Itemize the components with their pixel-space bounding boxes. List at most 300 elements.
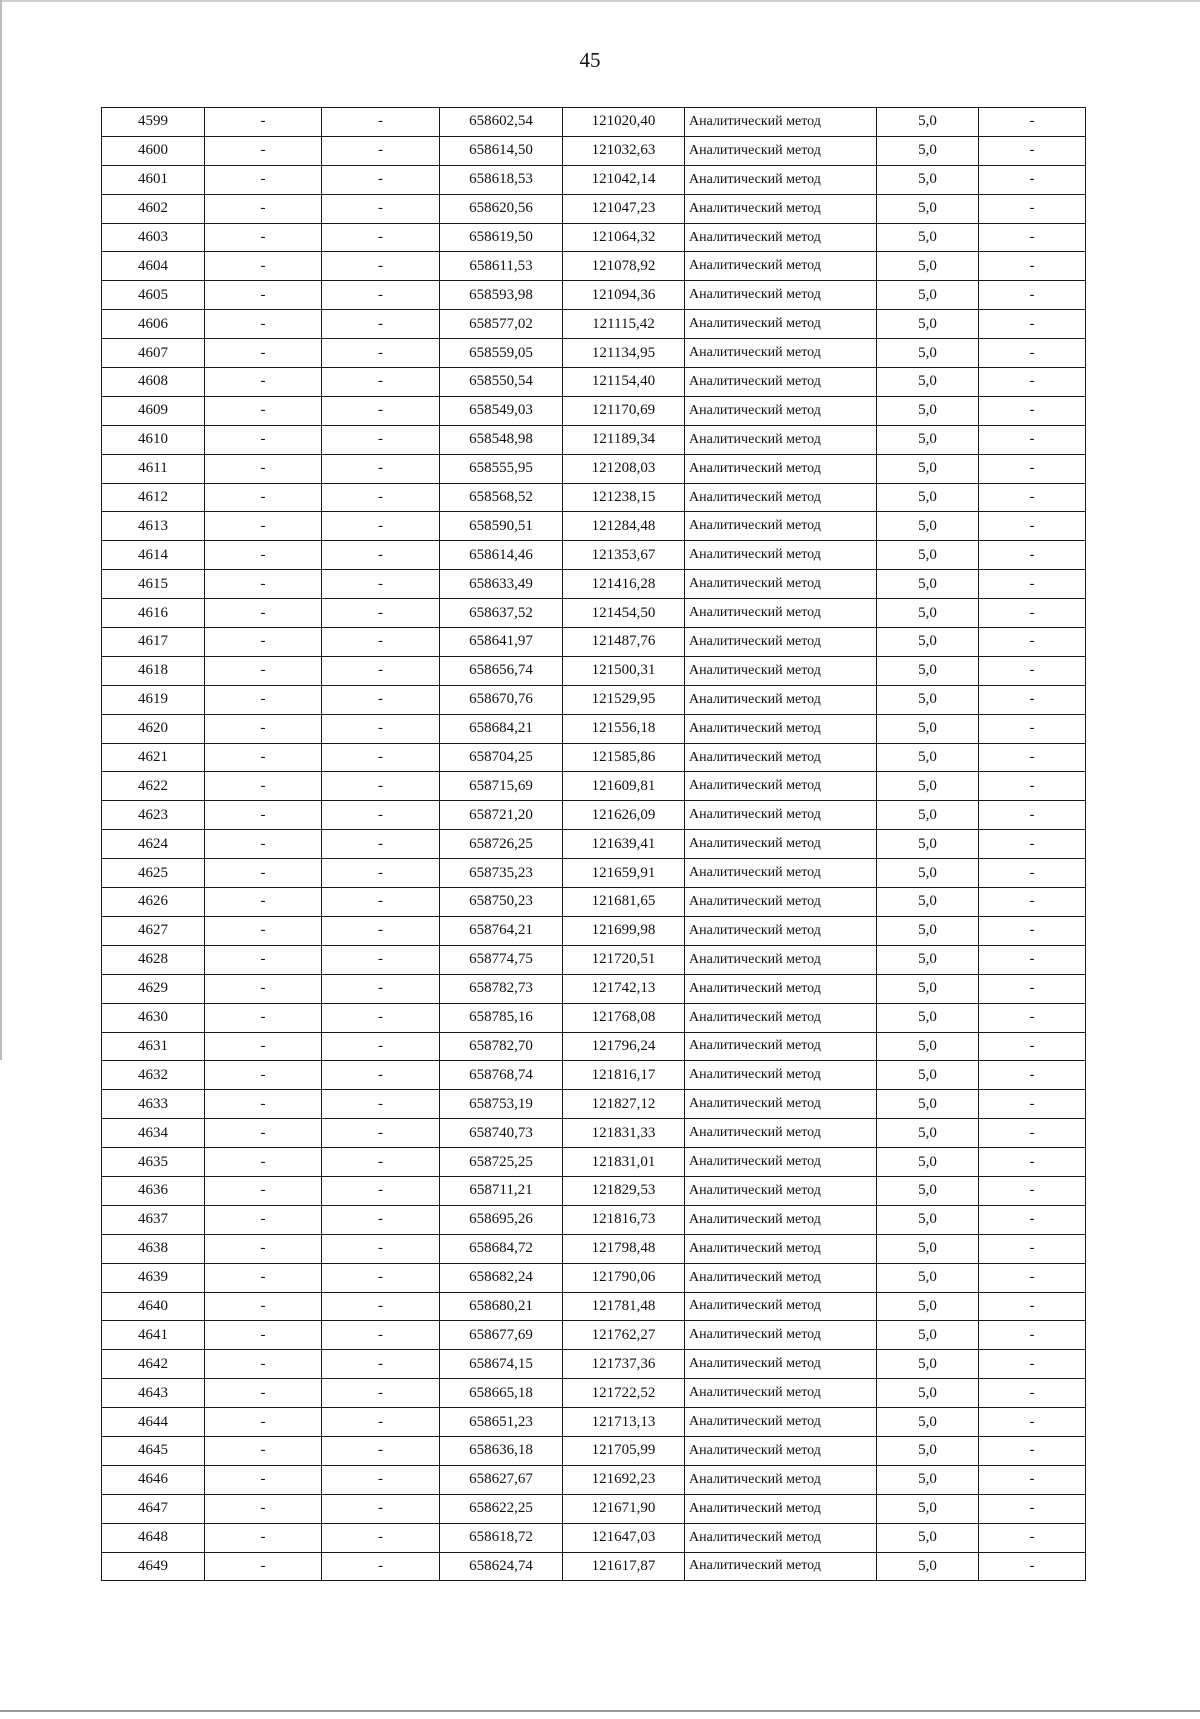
cell-point-number: 4640: [102, 1292, 205, 1321]
cell-accuracy: 5,0: [877, 1465, 979, 1494]
cell-y-coordinate: 121078,92: [563, 252, 685, 281]
cell-x-coordinate: 658618,53: [440, 165, 563, 194]
cell-col-8: -: [979, 1148, 1086, 1177]
cell-method: Аналитический метод: [685, 396, 877, 425]
table-row: [102, 801, 1086, 830]
cell-col-2: -: [205, 1263, 322, 1292]
table-row: [102, 1205, 1086, 1234]
cell-point-number: 4645: [102, 1436, 205, 1465]
cell-y-coordinate: 121816,17: [563, 1061, 685, 1090]
cell-y-coordinate: 121238,15: [563, 483, 685, 512]
cell-point-number: 4641: [102, 1321, 205, 1350]
cell-col-8: -: [979, 1494, 1086, 1523]
cell-accuracy: 5,0: [877, 310, 979, 339]
cell-x-coordinate: 658593,98: [440, 281, 563, 310]
cell-x-coordinate: 658670,76: [440, 685, 563, 714]
cell-accuracy: 5,0: [877, 916, 979, 945]
cell-x-coordinate: 658721,20: [440, 801, 563, 830]
cell-col-2: -: [205, 483, 322, 512]
table-row: [102, 223, 1086, 252]
table-row: [102, 136, 1086, 165]
cell-method: Аналитический метод: [685, 1465, 877, 1494]
cell-accuracy: 5,0: [877, 339, 979, 368]
table-row: [102, 1523, 1086, 1552]
cell-x-coordinate: 658590,51: [440, 512, 563, 541]
cell-x-coordinate: 658549,03: [440, 396, 563, 425]
cell-point-number: 4635: [102, 1148, 205, 1177]
cell-accuracy: 5,0: [877, 714, 979, 743]
cell-method: Аналитический метод: [685, 1148, 877, 1177]
cell-x-coordinate: 658559,05: [440, 339, 563, 368]
cell-y-coordinate: 121487,76: [563, 628, 685, 657]
cell-col-8: -: [979, 1379, 1086, 1408]
cell-col-3: -: [322, 194, 440, 223]
table-row: [102, 1292, 1086, 1321]
cell-col-3: -: [322, 628, 440, 657]
cell-col-2: -: [205, 743, 322, 772]
cell-point-number: 4622: [102, 772, 205, 801]
cell-col-8: -: [979, 425, 1086, 454]
cell-col-3: -: [322, 830, 440, 859]
cell-col-2: -: [205, 1234, 322, 1263]
cell-col-3: -: [322, 1176, 440, 1205]
cell-y-coordinate: 121454,50: [563, 599, 685, 628]
cell-y-coordinate: 121831,33: [563, 1119, 685, 1148]
cell-col-3: -: [322, 368, 440, 397]
cell-accuracy: 5,0: [877, 1552, 979, 1581]
cell-col-8: -: [979, 281, 1086, 310]
cell-x-coordinate: 658611,53: [440, 252, 563, 281]
cell-x-coordinate: 658782,70: [440, 1032, 563, 1061]
cell-method: Аналитический метод: [685, 454, 877, 483]
cell-method: Аналитический метод: [685, 685, 877, 714]
cell-col-8: -: [979, 1234, 1086, 1263]
cell-col-8: -: [979, 570, 1086, 599]
cell-x-coordinate: 658695,26: [440, 1205, 563, 1234]
cell-col-3: -: [322, 541, 440, 570]
cell-method: Аналитический метод: [685, 1090, 877, 1119]
table-row: [102, 743, 1086, 772]
cell-x-coordinate: 658577,02: [440, 310, 563, 339]
cell-point-number: 4601: [102, 165, 205, 194]
table-row: [102, 1263, 1086, 1292]
cell-method: Аналитический метод: [685, 425, 877, 454]
cell-col-3: -: [322, 1379, 440, 1408]
cell-col-8: -: [979, 1205, 1086, 1234]
cell-col-2: -: [205, 859, 322, 888]
coordinates-table: [101, 107, 1086, 1581]
cell-col-8: -: [979, 1552, 1086, 1581]
cell-accuracy: 5,0: [877, 1292, 979, 1321]
table-row: [102, 396, 1086, 425]
cell-point-number: 4609: [102, 396, 205, 425]
cell-y-coordinate: 121692,23: [563, 1465, 685, 1494]
cell-accuracy: 5,0: [877, 656, 979, 685]
cell-point-number: 4631: [102, 1032, 205, 1061]
cell-method: Аналитический метод: [685, 974, 877, 1003]
cell-accuracy: 5,0: [877, 1176, 979, 1205]
cell-x-coordinate: 658550,54: [440, 368, 563, 397]
cell-col-3: -: [322, 1465, 440, 1494]
table-row: [102, 830, 1086, 859]
cell-x-coordinate: 658753,19: [440, 1090, 563, 1119]
cell-col-8: -: [979, 368, 1086, 397]
cell-method: Аналитический метод: [685, 136, 877, 165]
table-row: [102, 628, 1086, 657]
cell-point-number: 4605: [102, 281, 205, 310]
cell-x-coordinate: 658619,50: [440, 223, 563, 252]
cell-y-coordinate: 121170,69: [563, 396, 685, 425]
cell-x-coordinate: 658674,15: [440, 1350, 563, 1379]
cell-method: Аналитический метод: [685, 830, 877, 859]
cell-y-coordinate: 121699,98: [563, 916, 685, 945]
cell-point-number: 4603: [102, 223, 205, 252]
cell-point-number: 4619: [102, 685, 205, 714]
cell-y-coordinate: 121042,14: [563, 165, 685, 194]
cell-accuracy: 5,0: [877, 1032, 979, 1061]
cell-col-3: -: [322, 1061, 440, 1090]
cell-method: Аналитический метод: [685, 1436, 877, 1465]
cell-col-8: -: [979, 136, 1086, 165]
cell-accuracy: 5,0: [877, 1350, 979, 1379]
cell-x-coordinate: 658704,25: [440, 743, 563, 772]
table-row: [102, 1119, 1086, 1148]
cell-col-2: -: [205, 165, 322, 194]
cell-point-number: 4604: [102, 252, 205, 281]
cell-accuracy: 5,0: [877, 1119, 979, 1148]
cell-col-3: -: [322, 801, 440, 830]
cell-col-2: -: [205, 656, 322, 685]
cell-method: Аналитический метод: [685, 310, 877, 339]
table-row: [102, 1148, 1086, 1177]
cell-col-8: -: [979, 772, 1086, 801]
table-row: [102, 772, 1086, 801]
cell-col-2: -: [205, 1321, 322, 1350]
cell-point-number: 4617: [102, 628, 205, 657]
cell-method: Аналитический метод: [685, 1176, 877, 1205]
cell-point-number: 4616: [102, 599, 205, 628]
cell-col-2: -: [205, 1408, 322, 1437]
cell-point-number: 4607: [102, 339, 205, 368]
table-row: [102, 916, 1086, 945]
cell-accuracy: 5,0: [877, 281, 979, 310]
cell-col-2: -: [205, 830, 322, 859]
cell-col-8: -: [979, 685, 1086, 714]
cell-y-coordinate: 121827,12: [563, 1090, 685, 1119]
cell-x-coordinate: 658768,74: [440, 1061, 563, 1090]
cell-col-3: -: [322, 1552, 440, 1581]
cell-x-coordinate: 658715,69: [440, 772, 563, 801]
cell-accuracy: 5,0: [877, 685, 979, 714]
cell-col-3: -: [322, 1263, 440, 1292]
cell-x-coordinate: 658682,24: [440, 1263, 563, 1292]
cell-x-coordinate: 658774,75: [440, 945, 563, 974]
cell-method: Аналитический метод: [685, 859, 877, 888]
cell-y-coordinate: 121585,86: [563, 743, 685, 772]
cell-y-coordinate: 121626,09: [563, 801, 685, 830]
cell-point-number: 4646: [102, 1465, 205, 1494]
cell-col-3: -: [322, 1494, 440, 1523]
cell-col-8: -: [979, 194, 1086, 223]
cell-col-8: -: [979, 1090, 1086, 1119]
cell-method: Аналитический метод: [685, 541, 877, 570]
cell-accuracy: 5,0: [877, 888, 979, 917]
cell-col-8: -: [979, 339, 1086, 368]
cell-col-3: -: [322, 743, 440, 772]
cell-accuracy: 5,0: [877, 1148, 979, 1177]
cell-x-coordinate: 658656,74: [440, 656, 563, 685]
cell-method: Аналитический метод: [685, 165, 877, 194]
cell-y-coordinate: 121500,31: [563, 656, 685, 685]
cell-y-coordinate: 121064,32: [563, 223, 685, 252]
cell-col-3: -: [322, 1119, 440, 1148]
cell-method: Аналитический метод: [685, 368, 877, 397]
cell-point-number: 4633: [102, 1090, 205, 1119]
cell-y-coordinate: 121705,99: [563, 1436, 685, 1465]
cell-y-coordinate: 121115,42: [563, 310, 685, 339]
scan-edge-left: [0, 0, 2, 1060]
cell-col-8: -: [979, 1465, 1086, 1494]
cell-point-number: 4632: [102, 1061, 205, 1090]
cell-accuracy: 5,0: [877, 1205, 979, 1234]
cell-col-3: -: [322, 1148, 440, 1177]
cell-method: Аналитический метод: [685, 1205, 877, 1234]
cell-accuracy: 5,0: [877, 772, 979, 801]
cell-y-coordinate: 121189,34: [563, 425, 685, 454]
cell-x-coordinate: 658665,18: [440, 1379, 563, 1408]
cell-col-8: -: [979, 252, 1086, 281]
cell-y-coordinate: 121529,95: [563, 685, 685, 714]
cell-col-2: -: [205, 1292, 322, 1321]
cell-col-2: -: [205, 1090, 322, 1119]
cell-point-number: 4625: [102, 859, 205, 888]
cell-point-number: 4615: [102, 570, 205, 599]
cell-point-number: 4637: [102, 1205, 205, 1234]
table-row: [102, 1234, 1086, 1263]
table-row: [102, 1408, 1086, 1437]
cell-point-number: 4599: [102, 108, 205, 137]
cell-x-coordinate: 658602,54: [440, 108, 563, 137]
cell-point-number: 4624: [102, 830, 205, 859]
cell-point-number: 4636: [102, 1176, 205, 1205]
cell-col-3: -: [322, 223, 440, 252]
cell-col-2: -: [205, 1148, 322, 1177]
cell-method: Аналитический метод: [685, 1292, 877, 1321]
cell-col-2: -: [205, 888, 322, 917]
cell-accuracy: 5,0: [877, 945, 979, 974]
cell-method: Аналитический метод: [685, 1003, 877, 1032]
table-row: [102, 310, 1086, 339]
cell-col-8: -: [979, 714, 1086, 743]
cell-point-number: 4643: [102, 1379, 205, 1408]
cell-col-8: -: [979, 1003, 1086, 1032]
cell-y-coordinate: 121681,65: [563, 888, 685, 917]
cell-accuracy: 5,0: [877, 512, 979, 541]
cell-point-number: 4644: [102, 1408, 205, 1437]
cell-y-coordinate: 121353,67: [563, 541, 685, 570]
cell-point-number: 4611: [102, 454, 205, 483]
cell-col-2: -: [205, 223, 322, 252]
cell-col-8: -: [979, 108, 1086, 137]
cell-col-2: -: [205, 136, 322, 165]
cell-col-3: -: [322, 1321, 440, 1350]
cell-y-coordinate: 121781,48: [563, 1292, 685, 1321]
cell-method: Аналитический метод: [685, 628, 877, 657]
cell-col-2: -: [205, 339, 322, 368]
cell-col-3: -: [322, 1234, 440, 1263]
cell-col-8: -: [979, 223, 1086, 252]
cell-y-coordinate: 121416,28: [563, 570, 685, 599]
cell-method: Аналитический метод: [685, 916, 877, 945]
cell-x-coordinate: 658680,21: [440, 1292, 563, 1321]
cell-method: Аналитический метод: [685, 194, 877, 223]
cell-x-coordinate: 658627,67: [440, 1465, 563, 1494]
cell-x-coordinate: 658735,23: [440, 859, 563, 888]
cell-accuracy: 5,0: [877, 223, 979, 252]
cell-col-8: -: [979, 1119, 1086, 1148]
cell-method: Аналитический метод: [685, 1032, 877, 1061]
cell-col-3: -: [322, 1350, 440, 1379]
cell-col-3: -: [322, 1408, 440, 1437]
table-row: [102, 165, 1086, 194]
cell-accuracy: 5,0: [877, 1494, 979, 1523]
cell-method: Аналитический метод: [685, 945, 877, 974]
cell-col-3: -: [322, 165, 440, 194]
cell-point-number: 4642: [102, 1350, 205, 1379]
cell-y-coordinate: 121829,53: [563, 1176, 685, 1205]
cell-col-2: -: [205, 1061, 322, 1090]
cell-x-coordinate: 658622,25: [440, 1494, 563, 1523]
table-row: [102, 974, 1086, 1003]
table-row: [102, 252, 1086, 281]
cell-col-8: -: [979, 916, 1086, 945]
cell-accuracy: 5,0: [877, 1263, 979, 1292]
table-row: [102, 1032, 1086, 1061]
cell-col-3: -: [322, 945, 440, 974]
cell-col-3: -: [322, 252, 440, 281]
cell-col-3: -: [322, 888, 440, 917]
cell-accuracy: 5,0: [877, 425, 979, 454]
table-row: [102, 1321, 1086, 1350]
cell-x-coordinate: 658711,21: [440, 1176, 563, 1205]
cell-col-8: -: [979, 396, 1086, 425]
cell-method: Аналитический метод: [685, 512, 877, 541]
cell-y-coordinate: 121020,40: [563, 108, 685, 137]
cell-point-number: 4647: [102, 1494, 205, 1523]
table-row: [102, 281, 1086, 310]
cell-x-coordinate: 658750,23: [440, 888, 563, 917]
cell-col-3: -: [322, 685, 440, 714]
cell-col-8: -: [979, 165, 1086, 194]
cell-y-coordinate: 121831,01: [563, 1148, 685, 1177]
cell-accuracy: 5,0: [877, 628, 979, 657]
cell-accuracy: 5,0: [877, 108, 979, 137]
cell-method: Аналитический метод: [685, 1350, 877, 1379]
cell-col-8: -: [979, 945, 1086, 974]
cell-col-2: -: [205, 685, 322, 714]
cell-method: Аналитический метод: [685, 714, 877, 743]
cell-accuracy: 5,0: [877, 1234, 979, 1263]
table-row: [102, 541, 1086, 570]
cell-accuracy: 5,0: [877, 859, 979, 888]
cell-col-2: -: [205, 974, 322, 1003]
cell-col-8: -: [979, 1350, 1086, 1379]
cell-x-coordinate: 658785,16: [440, 1003, 563, 1032]
cell-col-3: -: [322, 1436, 440, 1465]
cell-col-2: -: [205, 599, 322, 628]
table-row: [102, 945, 1086, 974]
table-row: [102, 1176, 1086, 1205]
cell-point-number: 4620: [102, 714, 205, 743]
table-row: [102, 1494, 1086, 1523]
cell-col-2: -: [205, 368, 322, 397]
cell-accuracy: 5,0: [877, 1436, 979, 1465]
cell-accuracy: 5,0: [877, 483, 979, 512]
table-row: [102, 859, 1086, 888]
cell-point-number: 4638: [102, 1234, 205, 1263]
scan-edge-top: [0, 0, 1200, 2]
cell-col-2: -: [205, 194, 322, 223]
cell-accuracy: 5,0: [877, 801, 979, 830]
cell-x-coordinate: 658614,46: [440, 541, 563, 570]
cell-col-8: -: [979, 310, 1086, 339]
cell-col-8: -: [979, 1436, 1086, 1465]
cell-col-3: -: [322, 1523, 440, 1552]
cell-col-8: -: [979, 974, 1086, 1003]
table-row: [102, 368, 1086, 397]
cell-method: Аналитический метод: [685, 1523, 877, 1552]
cell-y-coordinate: 121609,81: [563, 772, 685, 801]
cell-col-2: -: [205, 512, 322, 541]
cell-col-2: -: [205, 1205, 322, 1234]
cell-col-2: -: [205, 1379, 322, 1408]
table-row: [102, 1436, 1086, 1465]
cell-point-number: 4629: [102, 974, 205, 1003]
cell-x-coordinate: 658684,72: [440, 1234, 563, 1263]
cell-col-2: -: [205, 310, 322, 339]
table-body: [102, 108, 1086, 1581]
table-row: [102, 888, 1086, 917]
cell-col-2: -: [205, 570, 322, 599]
cell-accuracy: 5,0: [877, 396, 979, 425]
cell-method: Аналитический метод: [685, 801, 877, 830]
cell-col-8: -: [979, 1408, 1086, 1437]
cell-x-coordinate: 658620,56: [440, 194, 563, 223]
cell-col-2: -: [205, 1494, 322, 1523]
cell-y-coordinate: 121154,40: [563, 368, 685, 397]
cell-y-coordinate: 121047,23: [563, 194, 685, 223]
cell-method: Аналитический метод: [685, 1234, 877, 1263]
table-row: [102, 599, 1086, 628]
cell-y-coordinate: 121737,36: [563, 1350, 685, 1379]
cell-point-number: 4623: [102, 801, 205, 830]
cell-accuracy: 5,0: [877, 368, 979, 397]
table-row: [102, 483, 1086, 512]
cell-method: Аналитический метод: [685, 1321, 877, 1350]
cell-y-coordinate: 121032,63: [563, 136, 685, 165]
table-row: [102, 512, 1086, 541]
cell-col-2: -: [205, 1465, 322, 1494]
cell-method: Аналитический метод: [685, 743, 877, 772]
cell-col-2: -: [205, 1523, 322, 1552]
cell-x-coordinate: 658641,97: [440, 628, 563, 657]
cell-point-number: 4602: [102, 194, 205, 223]
cell-method: Аналитический метод: [685, 1408, 877, 1437]
cell-col-8: -: [979, 1292, 1086, 1321]
cell-method: Аналитический метод: [685, 570, 877, 599]
cell-x-coordinate: 658555,95: [440, 454, 563, 483]
cell-col-8: -: [979, 599, 1086, 628]
